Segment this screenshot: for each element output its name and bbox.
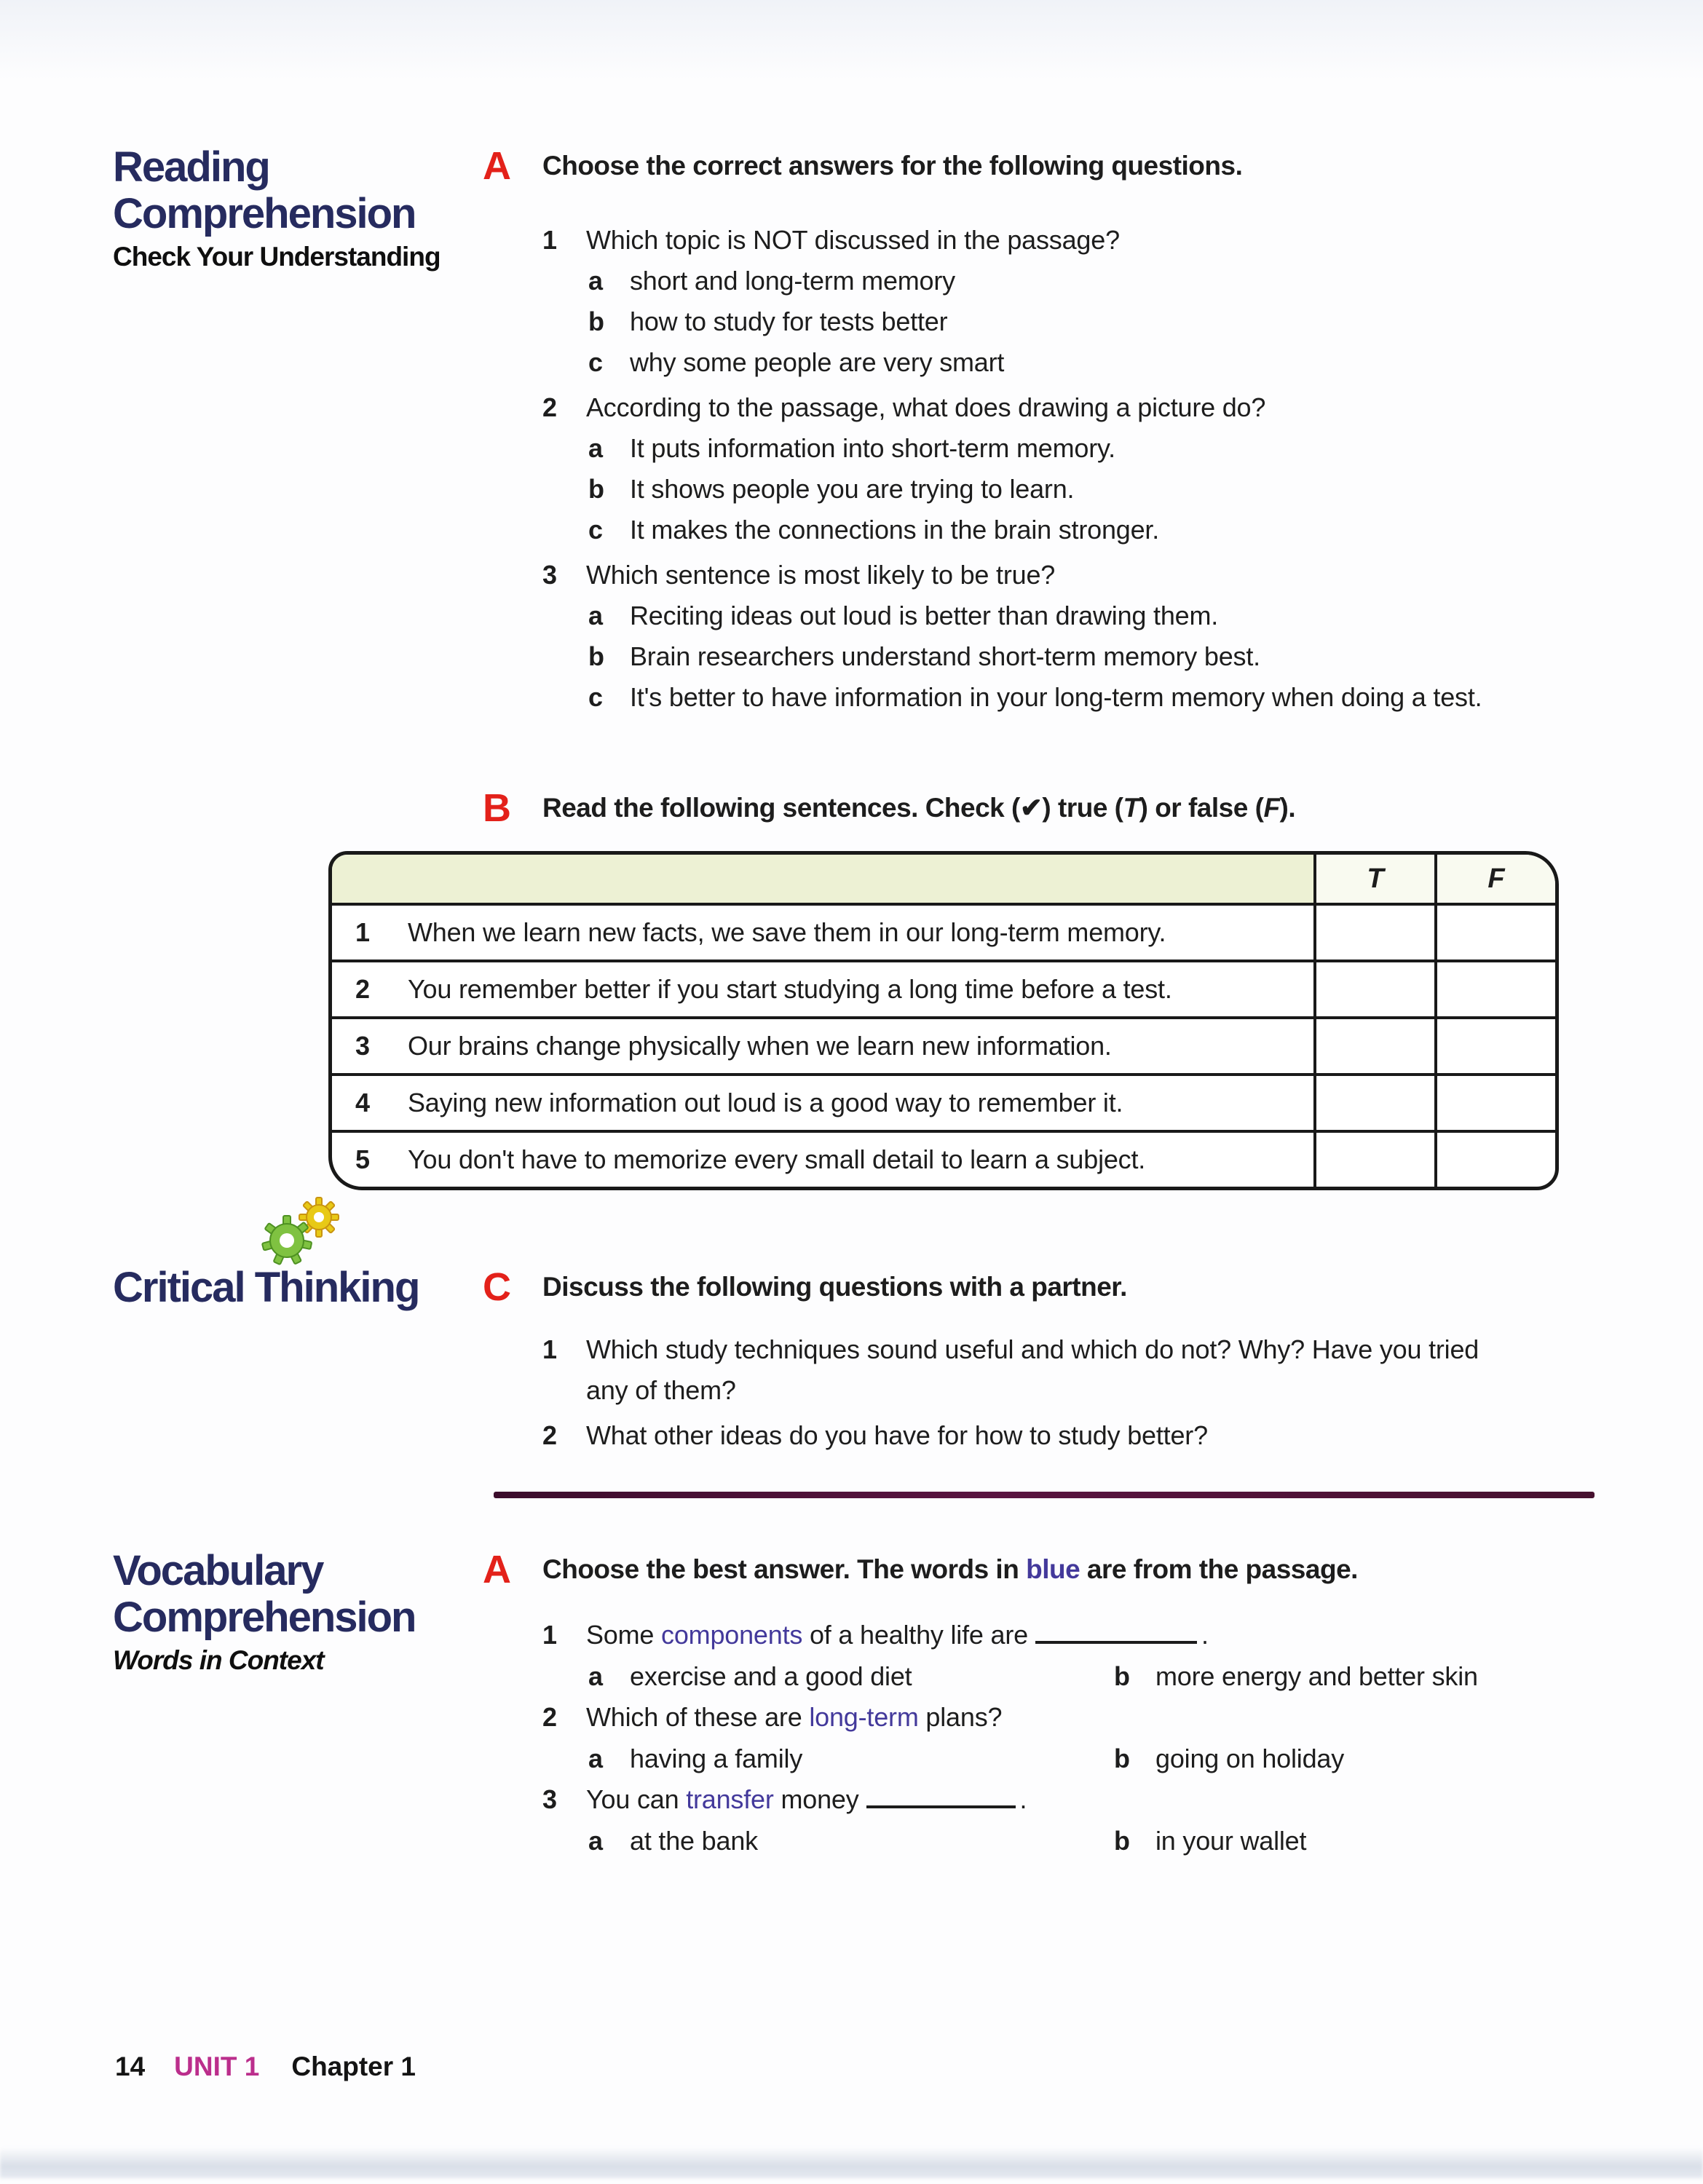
row-statement: Our brains change physically when we learn new information. (408, 1031, 1112, 1061)
table-row (332, 1073, 1555, 1130)
critical-thinking-heading (113, 1265, 419, 1311)
option (588, 301, 1619, 342)
question-part: Which of these are (586, 1702, 810, 1732)
check-icon: ✔ (1019, 793, 1043, 823)
option (588, 1738, 1114, 1779)
reading-comprehension-heading (113, 144, 440, 274)
option-letter: a (588, 266, 604, 296)
blue-word: transfer (686, 1784, 774, 1814)
question-part: money (773, 1784, 859, 1814)
scan-artifact-bottom (0, 2148, 1703, 2178)
question-number: 2 (542, 392, 558, 422)
option (588, 261, 1619, 301)
answer-blank (1035, 1616, 1197, 1644)
table-header-row (332, 855, 1555, 903)
blue-word: blue (1026, 1554, 1080, 1584)
blue-word: components (661, 1620, 803, 1650)
option (1114, 1738, 1344, 1779)
instruction-part: are from the passage. (1080, 1554, 1358, 1584)
question-number: 1 (542, 1620, 558, 1650)
row-statement: You don't have to memorize every small detail to learn a subject. (408, 1144, 1146, 1174)
option-letter: b (588, 306, 604, 336)
table-header-spacer (332, 855, 1313, 903)
question-number: 3 (542, 1784, 558, 1814)
question-2 (542, 387, 1619, 550)
blue-word: long-term (809, 1702, 919, 1732)
page-number: 14 (115, 2052, 146, 2081)
row-statement: You remember better if you start studying a long time before a test. (408, 974, 1172, 1004)
t-check-cell (1313, 1076, 1434, 1130)
f-check-cell (1434, 1019, 1555, 1073)
section-a-instruction: Choose the correct answers for the following questions. (542, 151, 1243, 181)
critical-section-c (483, 1267, 1619, 1460)
option (588, 342, 1619, 383)
option-letter: c (588, 347, 604, 377)
discussion-question-2 (542, 1415, 1619, 1456)
question-part: You can (586, 1784, 687, 1814)
option (588, 1655, 1114, 1697)
option-text: at the bank (630, 1826, 758, 1856)
question-part: of a healthy life are (802, 1620, 1028, 1650)
row-statement: Saying new information out loud is a good way to remember it. (408, 1088, 1123, 1117)
question-number: 3 (542, 560, 558, 590)
row-number: 1 (355, 917, 371, 947)
option-text: It makes the connections in the brain stronger. (630, 515, 1160, 545)
option-text: going on holiday (1155, 1744, 1345, 1773)
gears-icon (259, 1192, 347, 1273)
instruction-part: Choose the best answer. The words in (542, 1554, 1027, 1584)
heading-line: Comprehension (113, 190, 416, 237)
question-text: Which study techniques sound useful and which do not? Why? Have you tried any of them? (586, 1334, 1479, 1405)
option-text: It shows people you are trying to learn. (630, 474, 1075, 504)
row-number: 5 (355, 1144, 371, 1174)
section-a-label: A (483, 1548, 511, 1591)
answer-blank (866, 1781, 1016, 1808)
question-part: plans? (918, 1702, 1003, 1732)
instruction-part: ) or false ( (1139, 793, 1264, 823)
table-row (332, 960, 1555, 1016)
option-letter: a (588, 1661, 604, 1691)
instruction-part: ) true ( (1042, 793, 1123, 823)
row-statement: When we learn new facts, we save them in our long-term memory. (408, 917, 1166, 947)
question-part: Some (586, 1620, 662, 1650)
question-text (586, 1779, 1027, 1820)
unit-label: UNIT 1 (174, 2052, 260, 2081)
table-row (332, 1016, 1555, 1073)
option (588, 596, 1619, 636)
question-number: 2 (542, 1420, 558, 1450)
section-c-label: C (483, 1265, 511, 1309)
heading-line: Comprehension (113, 1594, 416, 1641)
option-letter: c (588, 515, 604, 545)
option (1114, 1655, 1478, 1697)
f-check-cell (1434, 962, 1555, 1016)
heading-line: Vocabulary (113, 1547, 323, 1594)
vocab-question-2 (542, 1697, 1619, 1779)
question-part: . (1019, 1784, 1027, 1814)
option-letter: b (588, 474, 604, 504)
vocabulary-comprehension-heading (113, 1548, 416, 1677)
option-text: why some people are very smart (630, 347, 1005, 377)
option (588, 510, 1619, 550)
question-text: According to the passage, what does drawing a picture do? (586, 392, 1266, 422)
option-letter: a (588, 601, 604, 630)
option-text: It puts information into short-term memory. (630, 433, 1115, 463)
question-number: 1 (542, 225, 558, 255)
option-letter: a (588, 433, 604, 463)
row-number: 4 (355, 1088, 371, 1117)
reading-subheading: Check Your Understanding (113, 242, 440, 272)
option-letter: a (588, 1744, 604, 1773)
vocabulary-section-a (483, 1549, 1619, 1861)
section-c-instruction: Discuss the following questions with a partner. (542, 1272, 1127, 1302)
option-text: short and long-term memory (630, 266, 955, 296)
page-footer (115, 2052, 416, 2082)
option-letter: b (588, 641, 604, 671)
option (588, 469, 1619, 510)
scan-artifact-top (0, 0, 1703, 80)
true-symbol: T (1123, 793, 1139, 823)
question-text: Which topic is NOT discussed in the passage? (586, 225, 1120, 255)
option-text: having a family (630, 1744, 803, 1773)
option-letter: b (1114, 1826, 1130, 1856)
section-b-label: B (483, 786, 511, 830)
f-check-cell (1434, 1076, 1555, 1130)
f-column-header: F (1434, 855, 1555, 903)
question-text: What other ideas do you have for how to study better? (586, 1420, 1208, 1450)
question-3 (542, 555, 1619, 718)
question-part: . (1201, 1620, 1209, 1650)
option-text: exercise and a good diet (630, 1661, 912, 1691)
option-text: how to study for tests better (630, 306, 948, 336)
f-check-cell (1434, 1133, 1555, 1187)
option-letter: b (1114, 1661, 1130, 1691)
option-letter: b (1114, 1744, 1130, 1773)
t-check-cell (1313, 962, 1434, 1016)
question-text (586, 1697, 1002, 1738)
question-number: 2 (542, 1702, 558, 1732)
table-row (332, 1130, 1555, 1187)
reading-section-b (483, 788, 1619, 828)
option-text: Reciting ideas out loud is better than drawing them. (630, 601, 1219, 630)
instruction-part: ). (1279, 793, 1296, 823)
chapter-label: Chapter 1 (291, 2052, 416, 2081)
reading-section-a (483, 146, 1619, 722)
vocab-question-1 (542, 1615, 1619, 1697)
t-check-cell (1313, 1133, 1434, 1187)
question-text (586, 1615, 1209, 1655)
option-letter: c (588, 682, 604, 712)
vocab-question-3 (542, 1779, 1619, 1861)
heading-line: Reading (113, 143, 269, 191)
section-b-instruction (542, 788, 1295, 828)
table-row (332, 903, 1555, 960)
option-letter: a (588, 1826, 604, 1856)
t-check-cell (1313, 906, 1434, 960)
question-text: Which sentence is most likely to be true? (586, 560, 1056, 590)
discussion-question-1 (542, 1329, 1619, 1411)
option-text: It's better to have information in your long-term memory when doing a test. (630, 682, 1482, 712)
question-number: 1 (542, 1334, 558, 1364)
vocab-instruction (542, 1549, 1358, 1590)
option (588, 1820, 1114, 1861)
t-column-header: T (1313, 855, 1434, 903)
row-number: 3 (355, 1031, 371, 1061)
option-text: Brain researchers understand short-term memory best. (630, 641, 1260, 671)
option (1114, 1820, 1306, 1861)
false-symbol: F (1263, 793, 1280, 823)
section-divider (494, 1492, 1595, 1498)
option (588, 636, 1619, 677)
section-a-label: A (483, 144, 511, 188)
heading-line: Critical Thinking (113, 1264, 419, 1311)
t-check-cell (1313, 1019, 1434, 1073)
option-text: more energy and better skin (1155, 1661, 1478, 1691)
f-check-cell (1434, 906, 1555, 960)
instruction-part: Read the following sentences. Check ( (542, 793, 1020, 823)
option (588, 428, 1619, 469)
row-number: 2 (355, 974, 371, 1004)
option (588, 677, 1619, 718)
true-false-table (328, 851, 1559, 1190)
question-1 (542, 220, 1619, 383)
option-text: in your wallet (1155, 1826, 1307, 1856)
vocabulary-subheading: Words in Context (113, 1645, 324, 1675)
